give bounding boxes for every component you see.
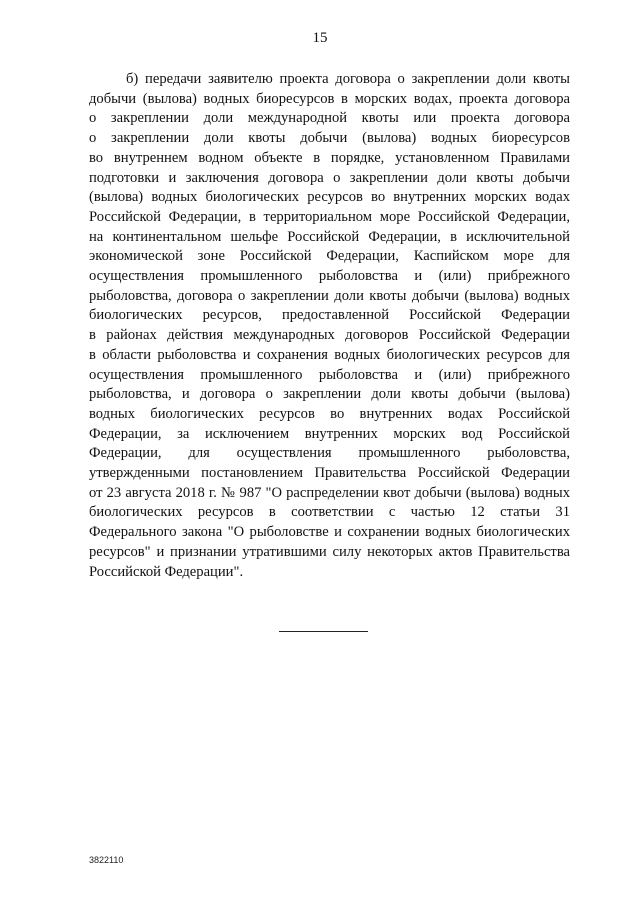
- paragraph-line: ресурсов" и признании утратившими силу некоторых актов Правительства: [89, 543, 570, 560]
- paragraph-line: в районах действия международных договоров Российской Федерации: [89, 327, 570, 344]
- paragraph-line: в области рыболовства и сохранения водных биологических ресурсов для: [89, 346, 570, 363]
- paragraph-line: осуществления промышленного рыболовства и (или) прибрежного: [89, 268, 570, 285]
- paragraph-line: о закреплении доли международной квоты или проекта договора: [89, 110, 570, 127]
- section-divider: [279, 631, 368, 632]
- paragraph-line: водных биологических ресурсов во внутренних водах Российской: [89, 405, 570, 422]
- paragraph-b: [89, 70, 570, 582]
- paragraph-line: осуществления промышленного рыболовства и (или) прибрежного: [89, 366, 570, 383]
- paragraph-line: от 23 августа 2018 г. № 987 "О распределении квот добычи (вылова) водных: [89, 484, 570, 501]
- document-code: 3822110: [89, 855, 124, 865]
- paragraph-line: рыболовства, договора о закреплении доли квоты добычи (вылова) водных: [89, 287, 570, 304]
- paragraph-line: утвержденными постановлением Правительства Российской Федерации: [89, 465, 570, 482]
- paragraph-line: (вылова) водных биологических ресурсов во внутренних морских водах: [89, 189, 570, 206]
- paragraph-line: на континентальном шельфе Российской Федерации, в исключительной: [89, 228, 570, 245]
- paragraph-line: Российской Федерации, в территориальном море Российской Федерации,: [89, 208, 570, 225]
- paragraph-line: Федерации, для осуществления промышленного рыболовства,: [89, 445, 570, 462]
- paragraph-line: б) передачи заявителю проекта договора о закреплении доли квоты: [126, 71, 570, 87]
- paragraph-line: экономической зоне Российской Федерации, Каспийском море для: [89, 248, 570, 265]
- paragraph-line: Федерального закона "О рыболовстве и сохранении водных биологических: [89, 524, 570, 541]
- paragraph-line: во внутреннем водном объекте в порядке, установленном Правилами: [89, 149, 570, 166]
- paragraph-line: биологических ресурсов, предоставленной Российской Федерации: [89, 307, 570, 324]
- paragraph-line: подготовки и заключения договора о закреплении доли квоты добычи: [89, 169, 570, 186]
- page-number: 15: [312, 30, 328, 46]
- paragraph-line: рыболовства, и договора о закреплении доли квоты добычи (вылова): [89, 386, 570, 403]
- paragraph-line: о закреплении доли квоты добычи (вылова) водных биоресурсов: [89, 130, 570, 147]
- paragraph-line: биологических ресурсов в соответствии с частью 12 статьи 31: [89, 504, 570, 521]
- paragraph-line: добычи (вылова) водных биоресурсов в морских водах, проекта договора: [89, 90, 570, 107]
- paragraph-line: Российской Федерации".: [89, 563, 244, 580]
- paragraph-line: Федерации, за исключением внутренних морских вод Российской: [89, 425, 570, 442]
